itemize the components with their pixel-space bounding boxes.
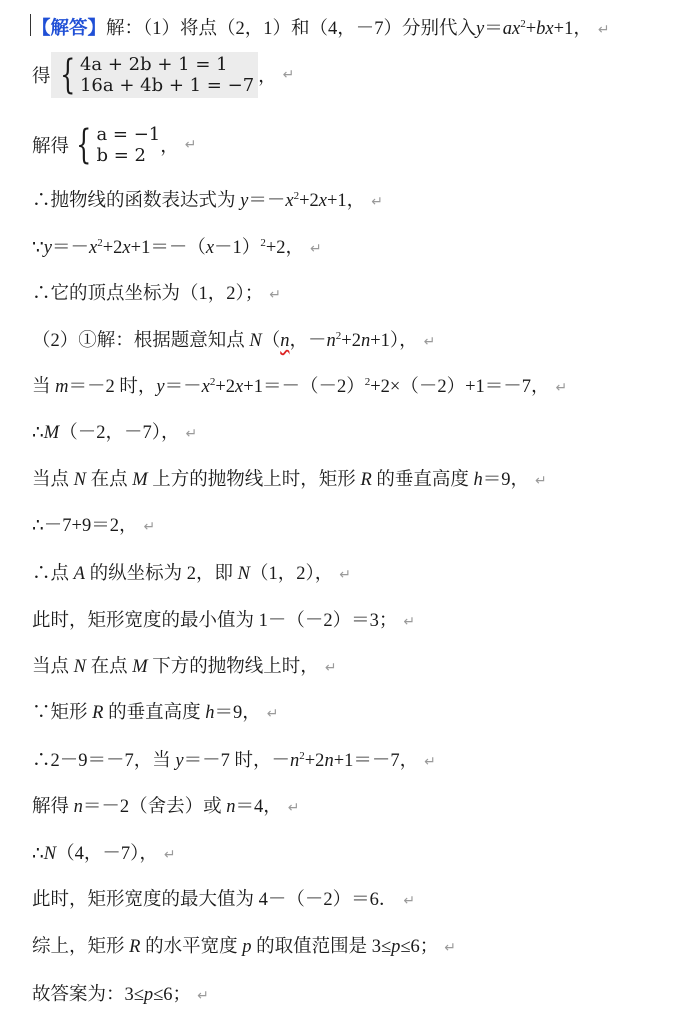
line-min-width: 此时，矩形宽度的最小值为 1－（－2）＝3； ↵ (32, 611, 416, 631)
line-calc1: ∴－7+9＝2， ↵ (32, 516, 156, 536)
paragraph-mark: ↵ (184, 137, 197, 153)
brace-icon: { (76, 122, 92, 168)
line-n-below: 当点 N 在点 M 下方的抛物线上时， ↵ (32, 657, 337, 677)
line-vertex: ∴它的顶点坐标为（1，2）； ↵ (32, 284, 281, 304)
line-point-m: ∴M（－2，－7）， ↵ (32, 423, 198, 443)
line-parabola-expression: ∴抛物线的函数表达式为 $y=-x^2+2x+1$， ↵ (32, 190, 383, 211)
equation-system-1: 得 { 4a + 2b + 1 = 1 16a + 4b + 1 = −7 ， ↵ (32, 52, 295, 98)
line-1: 【解答】解：（1）将点（2，1）和（4，－7）分别代入$y=ax^2+bx+1$， ↵ (32, 18, 610, 39)
line-calc2: ∴2－9＝－7，当 y＝－7 时，$-n^2+2n+1=-7$， ↵ (32, 750, 436, 771)
line-height9: ∵矩形 R 的垂直高度 h＝9， ↵ (32, 703, 279, 723)
line-vertex-form: $\because y=-x^2+2x+1=-(x-1)^2+2$， ↵ (32, 237, 322, 258)
solved-intro: 解得 (32, 137, 70, 157)
line-point-n: ∴N（4，－7）， ↵ (32, 844, 176, 864)
line-final-answer: 故答案为：3≤p≤6； ↵ (32, 985, 209, 1005)
equation-box (51, 52, 259, 98)
line-solve-n: 解得 n＝－2（舍去）或 n＝4， ↵ (32, 797, 300, 817)
system2-eq1: a = −1 (96, 124, 161, 145)
equation-system-2: 解得 { a = −1 b = 2 ， ↵ (32, 122, 197, 168)
line-n-above: 当点 N 在点 M 上方的抛物线上时，矩形 R 的垂直高度 h＝9， ↵ (32, 470, 547, 490)
eq-intro: 得 (32, 67, 51, 87)
paragraph-mark: ↵ (597, 22, 610, 38)
system1-eq1: 4a + 2b + 1 = 1 (79, 54, 228, 75)
line-point-a: ∴点 A 的纵坐标为 2，即 N（1，2）， ↵ (32, 564, 351, 584)
line-1-text: 解：（1）将点（2，1）和（4，－7）分别代入 (106, 19, 477, 39)
line-part2: （2）①解：根据题意知点 N（n，$-n^2+2n+1$）， ↵ (32, 330, 436, 351)
paragraph-mark: ↵ (282, 67, 295, 83)
line-summary: 综上，矩形 R 的水平宽度 p 的取值范围是 3≤p≤6； ↵ (32, 937, 457, 957)
text-cursor (30, 14, 31, 36)
line-m-minus2: 当 m＝－2 时，$y=-x^2+2x+1=-(-2)^2+2\times(-2)+1=-7$， ↵ (32, 376, 568, 397)
system2-eq2: b = 2 (96, 145, 146, 166)
line-max-width: 此时，矩形宽度的最大值为 4－（－2）＝6． ↵ (32, 890, 416, 910)
answer-tag: 【解答】 (32, 19, 107, 39)
brace-icon: { (59, 52, 75, 98)
system1-eq2: 16a + 4b + 1 = −7 (79, 75, 255, 96)
